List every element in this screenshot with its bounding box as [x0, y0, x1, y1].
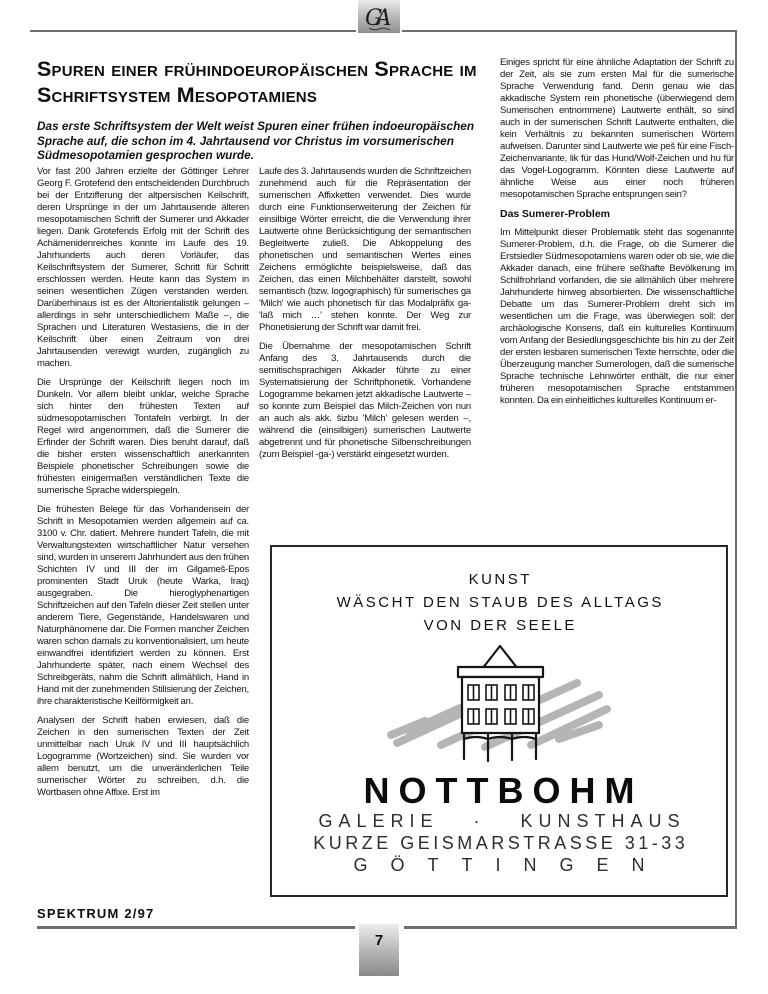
paragraph: Die Übernahme der mesopotamischen Schrift Anfang des 3. Jahrtausends durch die semitischsprachigen Akkader führte zu einer Systematisierung der Schriftphonetik. Vorhandene Logogramme bekamen jetzt akkadische Lautwerte – so konnte zum Beispiel das Milch-Zeichen von nun an auch als akk. šizbu 'Milch' gelesen werden –, während die (einsilbigen) sumerischen Lautwerte abgetrennt und für phonetische Silbenschreibungen (zum Beispiel -ga-) verstärkt eingesetzt wurden.	[259, 341, 471, 460]
paragraph: Laufe des 3. Jahrtausends wurden die Schriftzeichen zunehmend auch für die Repräsentation der sumerischen Affixketten verwendet. Dies wurde durch eine Funktionserweiterung der Zeichen für einsilbige Wörter erreicht, die die Verwendung ihrer Lautwerte ohne Berücksichtigung der semantischen Begleitwerte zuließ. Die Abkoppelung des phonetischen und semantischen Wertes eines Zeichens ermöglichte beispielsweise, daß das Zeichen, das einen Milchbehälter darstellt, sowohl semantisch (bzw. logographisch) für sumerisches ga 'Milch' wie auch phonetisch für das Modalpräfix ga- 'laß mich …' stehen konnte. Der Weg zur Phonetisierung der Schrift war damit frei.	[259, 166, 471, 333]
top-rule-right	[402, 30, 737, 32]
top-rule-left	[30, 30, 356, 32]
ad-gallery-city: GÖTTINGEN	[353, 855, 668, 875]
ad-slogan-line: KUNST	[468, 571, 532, 588]
monogram-letters: GA	[365, 5, 385, 31]
paragraph: Im Mittelpunkt dieser Problematik steht das sogenannte Sumerer-Problem, d.h. die Frage, ob die Sumerer die Erstsiedler Südmesopotamiens waren oder ob sie, wie die Akkader danach, eine frühere seßhafte Bevölkerung im Schilfrohrland vorfanden, die sie allmählich über mehrere Jahrhunderte hinweg absorbierten. Die wissenschaftliche Debatte um das Sumerer-Problem dreht sich im wesentlichen um die Frage, was überwiegen soll: der archäologische Konsens, daß ein kulturelles Kontinuum vom Anfang der Besiedlungsgeschichte bis hin zu der Zeit der ersten lesbaren sumerischen Texte herrschte, oder die Überzeugung mancher Sumerologen, daß die sumerische Sprache technische Lehnwörter enthält, die nur einer früheren mesopotamischen Sprache entstammen konnten. Da ein einheitliches kulturelles Kontinuum er-	[500, 227, 734, 406]
ad-gallery-subtitle: GALERIE · KUNSTHAUS	[318, 811, 686, 831]
section-heading: Das Sumerer-Problem	[500, 208, 610, 220]
article-title: Spuren einer frühindoeuropäischen Sprache im Schriftsystem Mesopotamiens	[37, 57, 477, 107]
column-middle	[259, 166, 471, 540]
ga-monogram-icon	[360, 2, 398, 32]
ad-slogan-line: VON DER SEELE	[423, 617, 577, 634]
paragraph: Die Ursprünge der Keilschrift liegen noch im Dunkeln. Vor allem bleibt unklar, welche Sprache sich hinter den frühesten Texten auf südmesopotamischen Tontafeln verbirgt. In der Regel wird angenommen, daß die Sumerer die Erfinder der Schrift waren. Dies beruht darauf, daß die bisher ersten wissenschaftlich anerkannten Beispiele phonetischer Schreibungen sowie die frühesten einigermaßen verständlichen Texte die sumerische Sprache widerspiegeln.	[37, 377, 249, 496]
paragraph: Einiges spricht für eine ähnliche Adaptation der Schrift zu der Zeit, als sie zum ersten Mal für die sumerische Sprache Verwendung fand. Denn genau wie das akkadische System rein phonetische (überwiegend dem Sumerischen entnommene) Lautwerte enthält, so sind auch in der sumerischen Schrift Lautwerte enthalten, die kein Verhältnis zu bekannten sumerischen Wörtern aufweisen. Darunter sind Lautwerte wie peš für eine Fisch-Zeichenvariante, lik für das Hund/Wolf-Zeichen und hu für das Vogel-Logogramm. Könnten diese Lautwerte auf ähnliche Weise aus einer noch früheren mesopotamischen Sprache entsprungen sein?	[500, 57, 734, 200]
page-number: 7	[374, 932, 384, 949]
footer-rule-left	[37, 926, 355, 929]
house-sketch-illustration	[381, 639, 617, 767]
paragraph: Vor fast 200 Jahren erzielte der Göttinger Lehrer Georg F. Grotefend den entscheidenden Durchbruch bei der Entzifferung der altpersischen Keilschrift, deren Ursprünge in der um Jahrtausende älteren mesopotamischen Schrift der Sumerer und Akkader liegen. Dank Grotefends Erfolg mit der Schrift des Achämenidenreiches konnte im Laufe des 19. Jahrhunderts auch deren Vorläufer, das Keilschriftsystem der Sumerer, Schritt für Schritt erschlossen werden. Heute kann das System in seinen wesentlichen Zügen verstanden werden. Darüberhinaus ist es der Altorientalistik gelungen – allerdings in sehr unterschiedlichem Maße –, die Sprachen und Literaturen Westasiens, die in der Keilschrift über einen Zeitraum von drei Jahrtausenden verewigt wurden, zugänglich zu machen.	[37, 166, 249, 369]
footer-journal-title: SPEKTRUM 2/97	[37, 906, 155, 921]
paragraph: Analysen der Schrift haben erwiesen, daß die Zeichen in den sumerischen Texten der Zeit unmittelbar nach Uruk IV und III hauptsächlich Logogramme (Wortzeichen) sind. Sie wurden vor allem benutzt, um die unveränderlichen Teile sumerischer Wörter zu schreiben, d.h. die Wortbasen ohne Affixe. Erst im	[37, 715, 249, 798]
column-left	[37, 166, 249, 904]
house-arcade	[464, 733, 536, 761]
ad-slogan-line: WÄSCHT DEN STAUB DES ALLTAGS	[336, 594, 664, 611]
article-lead: Das erste Schriftsystem der Welt weist Spuren einer frühen indoeuropäischen Sprache auf, die schon im 4. Jahrtausend vor Christus im vorsumerischen Südmesopotamien gesprochen wurde.	[37, 119, 475, 163]
ad-gallery-name: NOTTBOHM	[363, 770, 644, 811]
column-right	[500, 57, 734, 539]
ad-gallery-address: KURZE GEISMARSTRASSE 31-33	[313, 833, 689, 853]
footer-rule-right	[404, 926, 737, 929]
page-number-badge	[359, 924, 399, 976]
title-block	[37, 56, 489, 163]
advertisement-nottbohm	[270, 545, 728, 897]
ga-monogram-logo	[358, 0, 400, 33]
paragraph: Die frühesten Belege für das Vorhandensein der Schrift in Mesopotamien werden allgemein auf ca. 3100 v. Chr. datiert. Mehrere hundert Tafeln, die mit Verwaltungstexten wirtschaftlicher Natur versehen sind, wurden in unserem Jahrhundert aus den frühen Schichten IV und III der im Gilgameš-Epos prominenten Stadt Uruk (heute Warka, Iraq) ausgegraben. Die hieroglyphenartigen Schriftzeichen auf den Tafeln dieser Zeit stellen unter anderem Tiere, Gegenstände, Handelswaren und Naturphänomene dar. Die Formen mancher Zeichen waren schon damals zu konventionalisiert, um heute einwandfrei identifiziert werden zu können. Erst Jahrhunderte später, nach einem Wechsel des Schreibgeräts, nahm die Schrift allmählich, Hand in Hand mit der zunehmenden Stilisierung der Zeichen, ihre charakteristische Keilförmigkeit an.	[37, 504, 249, 707]
ad-slogan	[272, 568, 726, 637]
right-margin-rule	[735, 30, 737, 929]
